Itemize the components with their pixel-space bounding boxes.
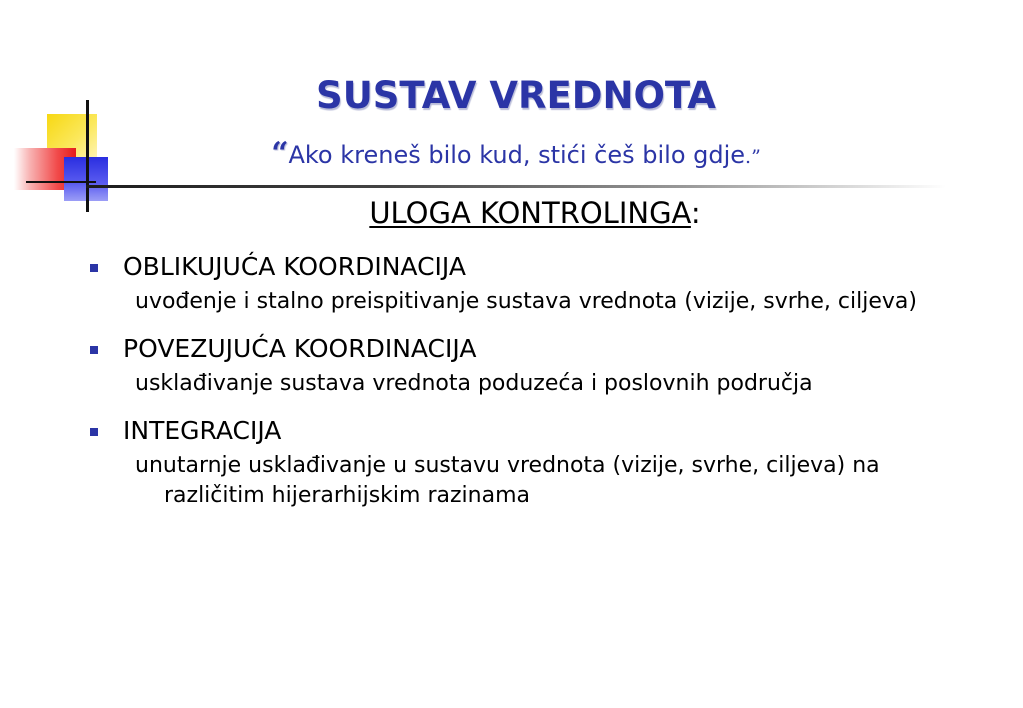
logo-horizontal-line bbox=[26, 181, 96, 183]
section-heading bbox=[0, 193, 1023, 233]
square-bullet-icon bbox=[90, 428, 98, 436]
slide-title: SUSTAV VREDNOTA bbox=[316, 74, 716, 117]
square-bullet-icon bbox=[90, 346, 98, 354]
section-heading-text: ULOGA KONTROLINGA bbox=[369, 196, 691, 230]
list-item-label: POVEZUJUĆA KOORDINACIJA bbox=[123, 334, 477, 363]
title-divider-line bbox=[86, 185, 946, 188]
list-item bbox=[89, 329, 989, 399]
list-item-heading bbox=[89, 329, 989, 369]
list-item-description: unutarnje usklađivanje u sustavu vrednota (vizije, svrhe, ciljeva) na različitim hijerarhijskim razinama bbox=[135, 453, 880, 508]
bullet-list bbox=[89, 247, 989, 511]
slide-subtitle-quote bbox=[86, 136, 946, 175]
list-item bbox=[89, 411, 989, 511]
list-item bbox=[89, 247, 989, 317]
section-heading-colon: : bbox=[690, 196, 701, 230]
list-item-description: usklađivanje sustava vrednota poduzeća i poslovnih područja bbox=[135, 371, 813, 396]
list-item-heading bbox=[89, 247, 989, 287]
list-item-label: OBLIKUJUĆA KOORDINACIJA bbox=[123, 252, 466, 281]
quote-close-mark: .” bbox=[745, 146, 761, 168]
list-item-heading bbox=[89, 411, 989, 451]
quote-open-mark: “ bbox=[271, 136, 289, 171]
list-item-label: INTEGRACIJA bbox=[123, 416, 282, 445]
list-item-description: uvođenje i stalno preispitivanje sustava vrednota (vizije, svrhe, ciljeva) bbox=[135, 289, 917, 314]
quote-text: Ako kreneš bilo kud, stići češ bilo gdje bbox=[288, 141, 746, 169]
square-bullet-icon bbox=[90, 264, 98, 272]
